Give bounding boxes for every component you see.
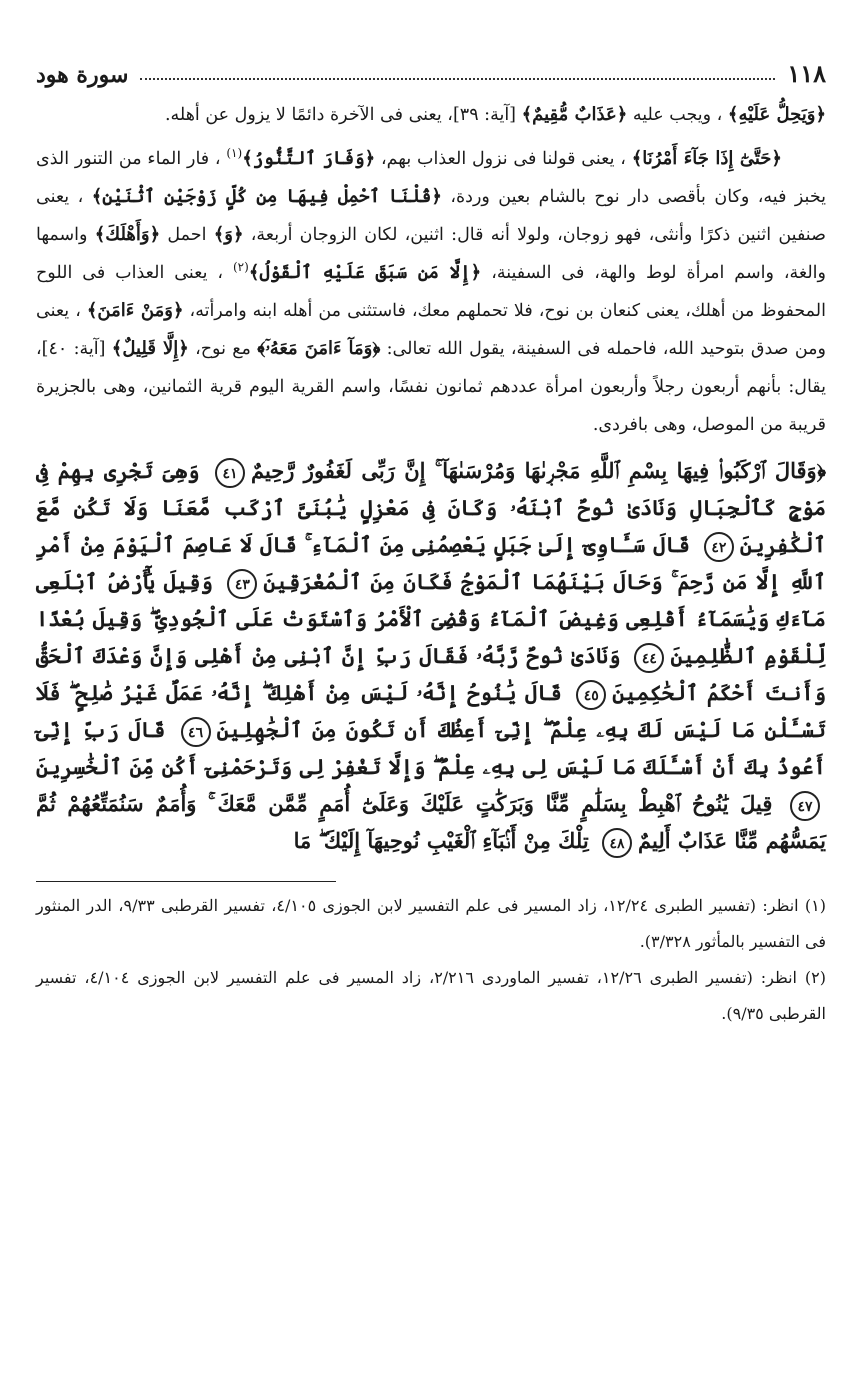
commentary-span: ، يعنى ومن صدق بتوحيد الله، فاحمله فى السفينة، يقول الله تعالى: — [36, 301, 826, 359]
ayah-number-marker: ٤٨ — [602, 828, 632, 858]
commentary-paragraph-1 — [36, 96, 826, 134]
commentary-paragraph-2 — [36, 140, 826, 444]
page-number: ١١٨ — [787, 59, 826, 88]
commentary-span: [آية: ٤٠]، يقال: بأنهم أربعون رجلاً وأربعون امرأة عددهم ثمانون نفسًا، واسم القرية اليوم قرية الثمانين، وهى بالجزيرة قريبة من الموصل، وهى بافردى. — [36, 339, 826, 435]
quran-quote: ﴿وَمَآ ءَامَنَ مَعَهُۥٓ﴾ — [257, 338, 381, 359]
quran-quote: ﴿إِلَّا قَلِيلٌ﴾ — [111, 338, 189, 359]
ayah-number-marker: ٤١ — [215, 458, 245, 488]
quran-verses-block — [36, 452, 826, 859]
verse-text: قَالَ رَبِّ إِنِّىٓ أَعُوذُ بِكَ أَنْ أَسْـَٔلَكَ مَا لَيْسَ لِى بِهِۦ عِلْمٌ ۖ وَإِلَّا تَغْفِرْ لِى وَتَرْحَمْنِىٓ أَكُن مِّنَ ٱلْخَٰسِرِينَ — [36, 717, 826, 779]
quran-quote: ﴿وَمَنْ ءَامَنَ﴾ — [86, 300, 184, 321]
footnote-ref-2[interactable]: (٢) — [232, 260, 249, 275]
quran-quote: ﴿إِلَّا مَن سَبَقَ عَلَيْهِ ٱلْقَوْلُ﴾ — [248, 262, 482, 283]
footnote-2: (٢) انظر: (تفسير الطبرى ١٢/٢٦، تفسير الماوردى ٢/٢١٦، زاد المسير فى علم التفسير لابن الجوزى ٤/١٠٤، تفسير القرطبى ٩/٣٥). — [36, 968, 826, 1023]
commentary-span: مع نوح، — [195, 339, 251, 359]
commentary-text — [36, 96, 826, 444]
footnote-separator — [36, 881, 336, 882]
verse-text: قَالَ يَٰنُوحُ إِنَّهُۥ لَيْسَ مِنْ أَهْلِكَ ۖ إِنَّهُۥ عَمَلٌ غَيْرُ صَٰلِحٍ ۖ فَلَا تَسْـَٔلْنِ مَا لَيْسَ لَكَ بِهِۦ عِلْمٌ ۖ إِنِّىٓ أَعِظُكَ أَن تَكُونَ مِنَ ٱلْجَٰهِلِينَ — [36, 680, 826, 742]
verse-text: ﴿وَقَالَ ٱرْكَبُوا۟ فِيهَا بِسْمِ ٱللَّهِ مَجْرٜىٰهَا وَمُرْسَىٰهَآ ۚ إِنَّ رَبِّى لَغَفُورٌ رَّحِيمٌ — [250, 458, 826, 483]
ayah-number-marker: ٤٥ — [576, 680, 606, 710]
quran-quote: ﴿حَتَّىٰٓ إِذَا جَآءَ أَمْرُنَا﴾ — [631, 148, 782, 169]
page-header — [36, 52, 826, 88]
footnote-1: (١) انظر: (تفسير الطبرى ١٢/٢٤، زاد المسير فى علم التفسير لابن الجوزى ٤/١٠٥، تفسير القرطبى ٩/٣٣، الدر المنثور فى التفسير بالمأثور ٣/٣٢٨). — [36, 896, 827, 951]
verse-text: تِلْكَ مِنْ أَنۢبَآءِ ٱلْغَيْبِ نُوحِيهَآ إِلَيْكَ ۖ مَا — [293, 828, 589, 853]
commentary-span: واسمها والغة، واسم امرأة لوط والهة، فى السفينة، — [36, 225, 826, 283]
quran-quote: ﴿عَذَابٌ مُّقِيمٌ﴾ — [521, 104, 628, 125]
ayah-number-marker: ٤٤ — [634, 643, 664, 673]
ayah-number-marker: ٤٦ — [181, 717, 211, 747]
commentary-span: ، فار الماء من التنور الذى يخبز فيه، وكان بأقصى دار نوح بالشام بعين وردة، — [36, 149, 826, 207]
commentary-span: ، يعنى قولنا فى نزول العذاب بهم، — [381, 149, 626, 169]
quran-quote: ﴿وَيَحِلُّ عَلَيْهِ﴾ — [727, 104, 826, 125]
footnote-ref-1[interactable]: (١) — [226, 146, 243, 161]
quran-quote: ﴿وَفَارَ ٱلتَّنُّورُ﴾ — [242, 148, 376, 169]
verse-text: قَالَ سَـَٔاوِىٓ إِلَىٰ جَبَلٍ يَعْصِمُنِى مِنَ ٱلْمَآءِ ۚ قَالَ لَا عَاصِمَ ٱلْيَوْمَ مِنْ أَمْرِ ٱللَّهِ إِلَّا مَن رَّحِمَ ۚ وَحَالَ بَيْنَهُمَا ٱلْمَوْجُ فَكَانَ مِنَ ٱلْمُغْرَقِينَ — [36, 532, 826, 594]
commentary-span: ، ويجب عليه — [632, 105, 723, 125]
quran-quote: ﴿وَأَهْلَكَ﴾ — [94, 224, 161, 245]
commentary-span: ، يعنى العذاب فى اللوح المحفوظ من أهلك، يعنى كنعان بن نوح، فلا تحملهم معك، فاستثنى من أهله ابنه وامرأته، — [36, 263, 826, 321]
ayah-number-marker: ٤٧ — [790, 791, 820, 821]
surah-title: سورة هود — [36, 62, 129, 88]
verse-text: قِيلَ يَٰنُوحُ ٱهْبِطْ بِسَلَٰمٍ مِّنَّا وَبَرَكَٰتٍ عَلَيْكَ وَعَلَىٰٓ أُمَمٍ مِّمَّن مَّعَكَ ۚ وَأُمَمٌ سَنُمَتِّعُهُمْ ثُمَّ يَمَسُّهُم مِّنَّا عَذَابٌ أَلِيمٌ — [36, 791, 826, 853]
verse-text: وَهِىَ تَجْرِى بِهِمْ فِى مَوْجٍ كَٱلْجِبَالِ وَنَادَىٰ نُوحٌ ٱبْنَهُۥ وَكَانَ فِى مَعْزِلٍ يَٰبُنَىَّ ٱرْكَب مَّعَنَا وَلَا تَكُن مَّعَ ٱلْكَٰفِرِينَ — [36, 458, 826, 557]
ayah-number-marker: ٤٢ — [704, 532, 734, 562]
commentary-span: ، يعنى صنفين اثنين ذكرًا وأنثى، فهو زوجان، ولولا أنه قال: اثنين، لكان الزوجان أربعة، — [36, 187, 826, 245]
quran-quote: ﴿وَ﴾ — [213, 224, 244, 245]
commentary-span: [آية: ٣٩]، يعنى فى الآخرة دائمًا لا يزول عن أهله. — [164, 105, 517, 125]
header-dotted-leader — [140, 77, 775, 80]
verse-text: وَنَادَىٰ نُوحٌ رَّبَّهُۥ فَقَالَ رَبِّ إِنَّ ٱبْنِى مِنْ أَهْلِى وَإِنَّ وَعْدَكَ ٱلْحَقُّ وَأَنتَ أَحْكَمُ ٱلْحَٰكِمِينَ — [36, 643, 827, 705]
commentary-span: احمل — [167, 225, 207, 245]
footnotes — [36, 888, 826, 1032]
verse-text: وَقِيلَ يَٰٓأَرْضُ ٱبْلَعِى مَآءَكِ وَيَٰسَمَآءُ أَقْلِعِى وَغِيضَ ٱلْمَآءُ وَقُضِىَ ٱلْأَمْرُ وَٱسْتَوَتْ عَلَى ٱلْجُودِىِّ ۖ وَقِيلَ بُعْدًا لِّلْقَوْمِ ٱلظَّٰلِمِينَ — [36, 569, 827, 668]
page — [36, 52, 826, 1352]
ayah-number-marker: ٤٣ — [227, 569, 257, 599]
quran-quote: ﴿قُلْنَا ٱحْمِلْ فِيهَا مِن كُلٍّ زَوْجَيْنِ ٱثْنَيْنِ﴾ — [91, 186, 442, 207]
